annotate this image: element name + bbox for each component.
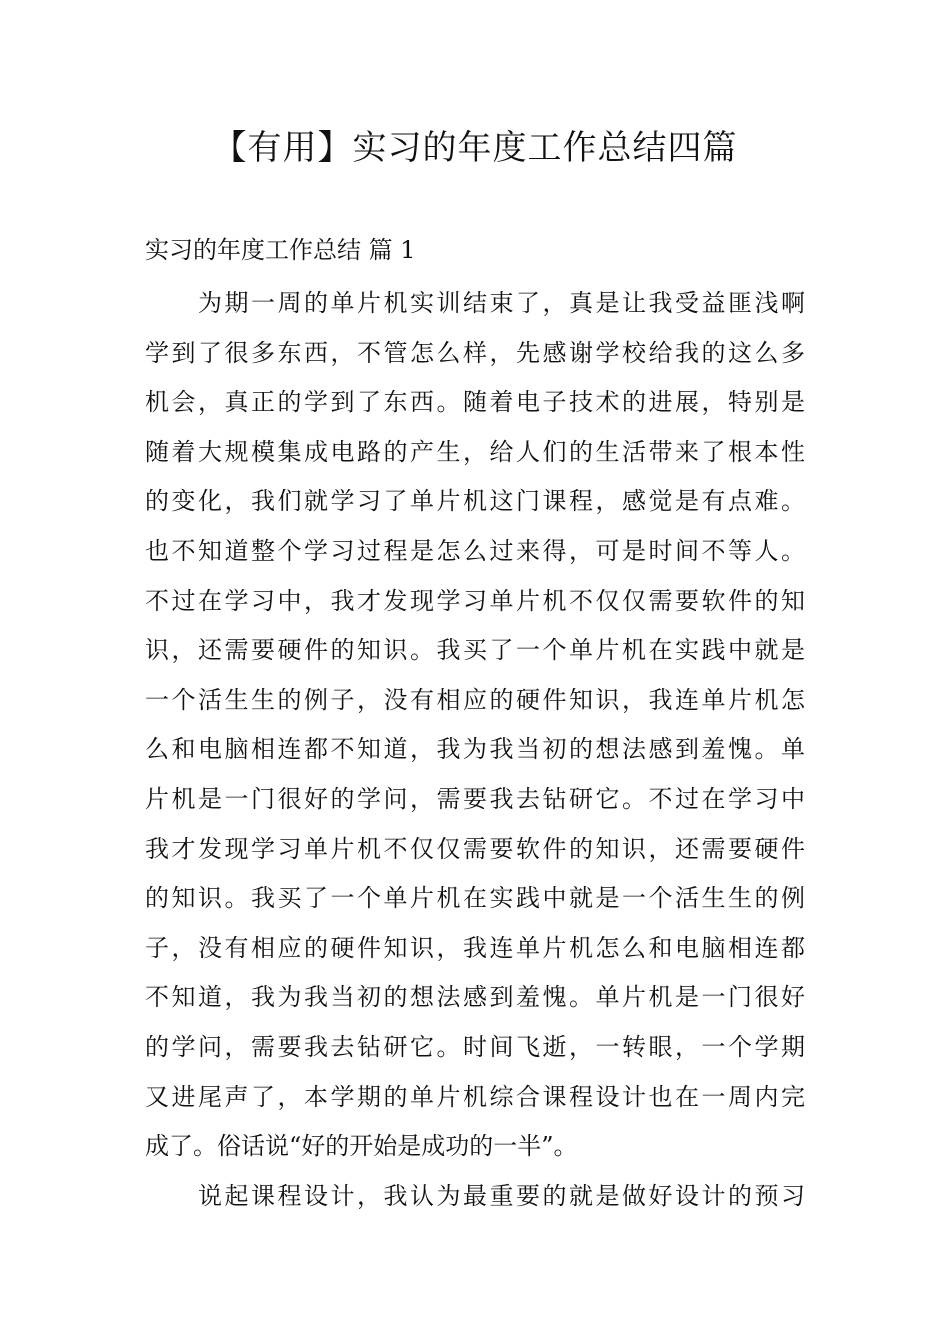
section-heading: 实习的年度工作总结 篇 1	[145, 236, 416, 264]
text-line: 也不知道整个学习过程是怎么过来得，可是时间不等人。	[145, 536, 805, 565]
text-line: 我才发现学习单片机不仅仅需要软件的知识，还需要硬件	[145, 834, 805, 863]
text-line: 的学问，需要我去钻研它。时间飞逝，一转眼，一个学期	[145, 1032, 805, 1061]
text-line: 不知道，我为我当初的想法感到羞愧。单片机是一门很好	[145, 983, 805, 1012]
text-line: 识，还需要硬件的知识。我买了一个单片机在实践中就是	[145, 636, 805, 665]
body-text	[145, 279, 805, 1221]
paragraph-2	[145, 1172, 805, 1222]
text-line: 机会，真正的学到了东西。随着电子技术的进展，特别是	[145, 388, 805, 417]
text-line: 么和电脑相连都不知道，我为我当初的想法感到羞愧。单	[145, 735, 805, 764]
text-line: 一个活生生的例子，没有相应的硬件知识，我连单片机怎	[145, 685, 805, 714]
text-line: 随着大规模集成电路的产生，给人们的生活带来了根本性	[145, 437, 805, 466]
text-line: 片机是一门很好的学问，需要我去钻研它。不过在学习中	[145, 784, 805, 813]
text-line: 为期一周的单片机实训结束了，真是让我受益匪浅啊	[198, 289, 805, 317]
text-line: 的知识。我买了一个单片机在实践中就是一个活生生的例	[145, 884, 805, 913]
text-line: 的变化，我们就学习了单片机这门课程，感觉是有点难。	[145, 487, 805, 516]
document-title: 【有用】实习的年度工作总结四篇	[212, 128, 738, 168]
text-line: 子，没有相应的硬件知识，我连单片机怎么和电脑相连都	[145, 933, 805, 962]
text-line: 成了。俗话说“好的开始是成功的一半”。	[145, 1132, 578, 1161]
text-line: 学到了很多东西，不管怎么样，先感谢学校给我的这么多	[145, 338, 805, 367]
text-line: 说起课程设计，我认为最重要的就是做好设计的预习	[198, 1181, 805, 1210]
paragraph-1	[145, 279, 805, 1172]
text-line: 又进尾声了，本学期的单片机综合课程设计也在一周内完	[145, 1082, 805, 1111]
text-line: 不过在学习中，我才发现学习单片机不仅仅需要软件的知	[145, 586, 805, 615]
